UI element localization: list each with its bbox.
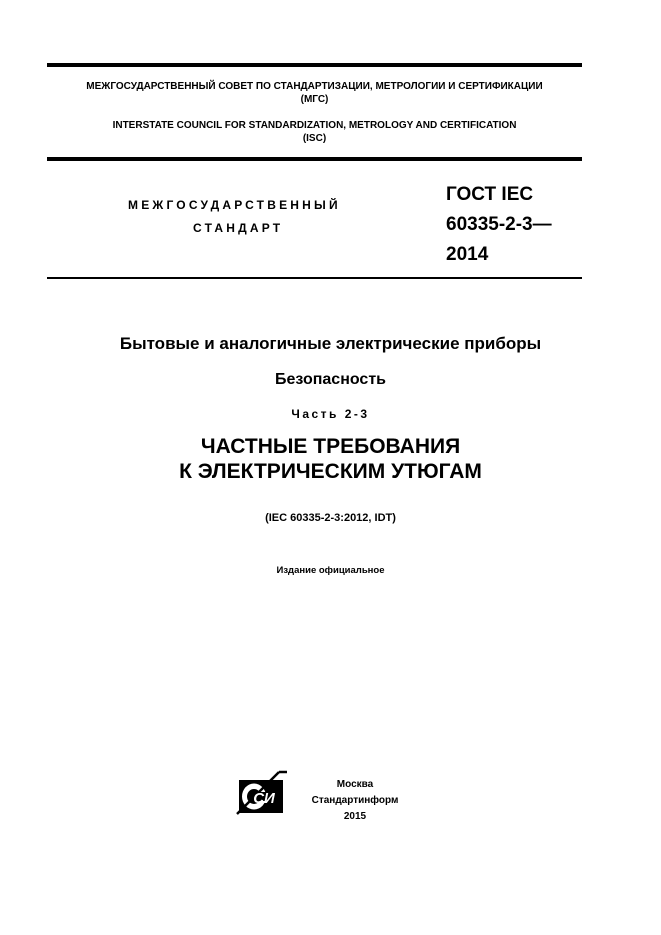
main-title-line1: ЧАСТНЫЕ ТРЕБОВАНИЯ <box>200 435 461 458</box>
title-line2: Безопасность <box>275 371 386 388</box>
council-ru-name: МЕЖГОСУДАРСТВЕННЫЙ СОВЕТ ПО СТАНДАРТИЗАЦИИ, МЕТРОЛОГИИ И СЕРТИФИКАЦИИ <box>86 81 543 92</box>
publisher-name: Стандартинформ <box>311 795 399 806</box>
top-rule <box>47 63 582 67</box>
title-line1: Бытовые и аналогичные электрические приборы <box>119 334 542 353</box>
logo-text: СИ <box>253 790 275 807</box>
council-ru <box>47 80 582 106</box>
header-bottom-rule <box>47 157 582 161</box>
council-ru-abbr: (МГС) <box>300 94 329 105</box>
publisher-city: Москва <box>336 779 374 790</box>
designation-line1: ГОСТ IEC <box>446 184 534 205</box>
publisher-year: 2015 <box>343 811 367 822</box>
standartinform-logo-icon <box>233 770 289 816</box>
edition-note: Издание официальное <box>276 565 385 576</box>
standard-type-line1: МЕЖГОСУДАРСТВЕННЫЙ <box>128 198 341 212</box>
designation-line3: 2014 <box>446 244 489 265</box>
standard-type-line2: СТАНДАРТ <box>193 221 284 235</box>
main-title-line2: К ЭЛЕКТРИЧЕСКИМ УТЮГАМ <box>179 460 482 483</box>
iec-reference: (IEC 60335-2-3:2012, IDT) <box>265 512 396 524</box>
designation-line2: 60335-2-3— <box>446 214 552 235</box>
main-title <box>0 434 661 484</box>
council-en-abbr: (ISC) <box>302 133 327 144</box>
publisher-info <box>300 777 410 825</box>
title-part: Часть 2-3 <box>291 407 370 421</box>
council-en-name: INTERSTATE COUNCIL FOR STANDARDIZATION, METROLOGY AND CERTIFICATION <box>112 120 517 131</box>
designation-bottom-rule <box>47 277 582 279</box>
standard-designation <box>446 180 552 270</box>
council-en <box>47 119 582 145</box>
